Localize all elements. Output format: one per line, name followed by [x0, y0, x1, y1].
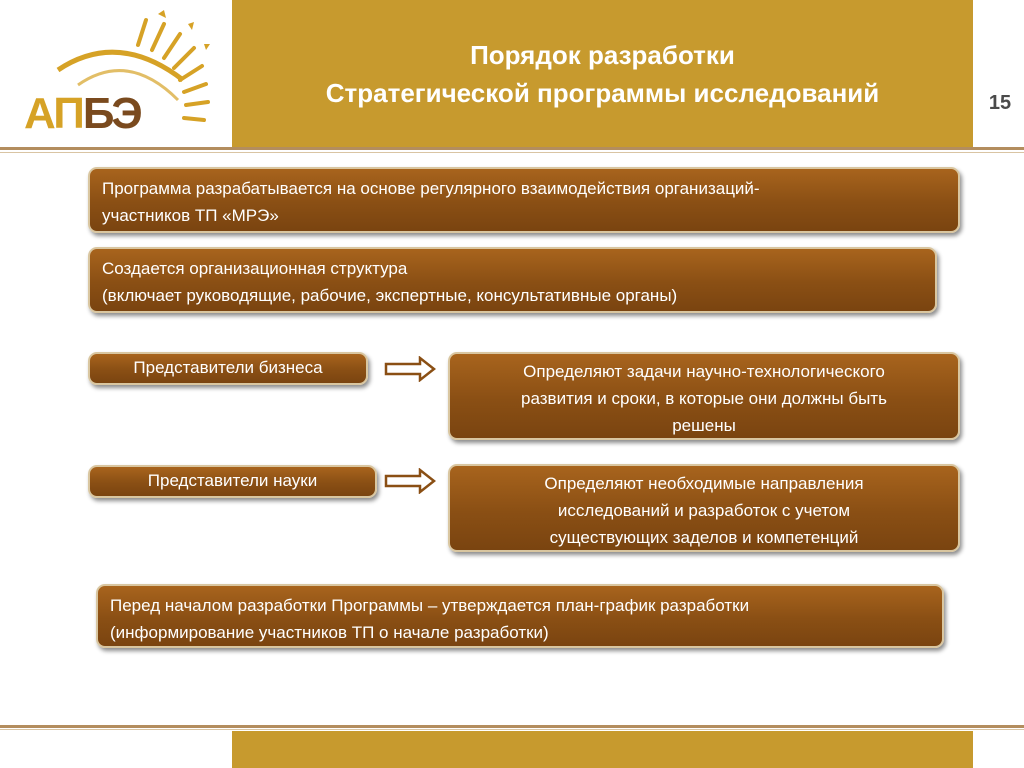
business-desc-line-1: Определяют задачи научно-технологического: [523, 362, 885, 381]
business-desc-line-2: развития и сроки, в которые они должны быть: [521, 389, 887, 408]
business-label-box: [88, 352, 368, 385]
science-label: Представители науки: [147, 471, 318, 490]
box1-line-1: Программа разрабатывается на основе регулярного взаимодействия организаций-: [102, 179, 760, 198]
box-last-line-1: Перед началом разработки Программы – утверждается план-график разработки: [110, 596, 750, 615]
page-number: 15: [988, 92, 1012, 114]
bottom-divider: [0, 725, 1024, 728]
science-description-box: [448, 464, 960, 552]
business-description-box: [448, 352, 960, 440]
science-label-box: [88, 465, 377, 498]
top-divider: [0, 147, 1024, 150]
science-desc-line-2: исследований и разработок с учетом: [557, 501, 851, 520]
logo-wordmark: АПБЭ: [24, 89, 141, 138]
logo: [0, 0, 232, 148]
box2-line-2: (включает руководящие, рабочие, экспертные, консультативные органы): [102, 286, 678, 305]
arrow-right-icon: [384, 468, 436, 494]
top-divider-thin: [0, 152, 1024, 153]
title-line-2: Стратегической программы исследований: [325, 78, 880, 108]
science-desc-line-1: Определяют необходимые направления: [544, 474, 864, 493]
footer-bar: [232, 731, 973, 768]
arrow-right-icon: [384, 356, 436, 382]
business-desc-line-3: решены: [672, 416, 736, 435]
page-title: [232, 36, 973, 112]
box2-line-1: Создается организационная структура: [102, 259, 408, 278]
science-desc-line-3: существующих заделов и компетенций: [549, 528, 859, 547]
bottom-divider-thin: [0, 729, 1024, 730]
box1-line-2: участников ТП «МРЭ»: [102, 206, 279, 225]
business-label: Представители бизнеса: [133, 358, 323, 377]
title-bar: [232, 0, 973, 148]
info-box-interaction: [88, 167, 960, 233]
info-box-schedule: [96, 584, 944, 648]
box-last-line-2: (информирование участников ТП о начале разработки): [110, 623, 549, 642]
title-line-1: Порядок разработки: [470, 40, 735, 70]
info-box-structure: [88, 247, 937, 313]
